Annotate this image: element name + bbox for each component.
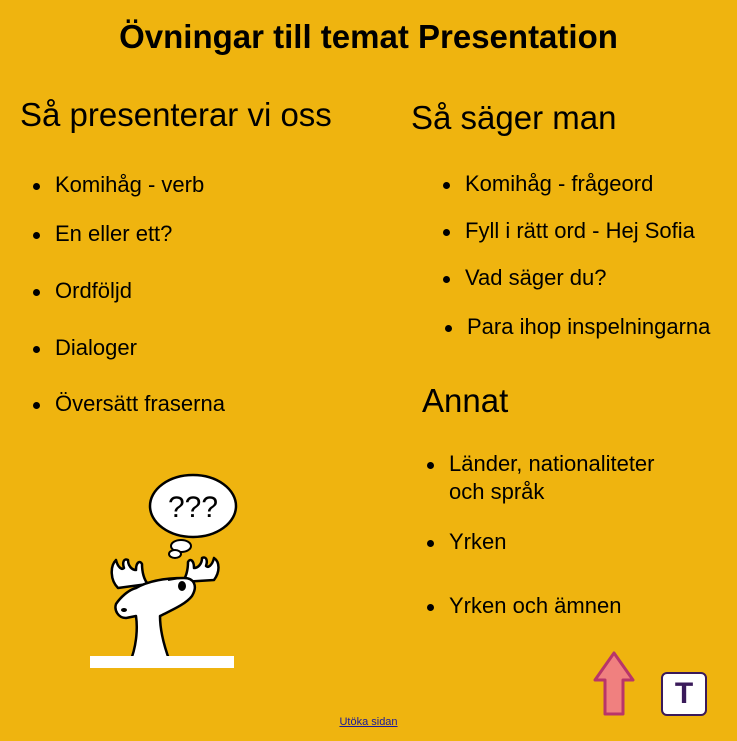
bullet-icon — [33, 402, 40, 409]
bullet-icon — [33, 289, 40, 296]
bullet-icon — [443, 229, 450, 236]
section-heading-annat: Annat — [422, 382, 509, 419]
bubble-text: ??? — [167, 491, 219, 524]
bullet-icon — [443, 276, 450, 283]
up-arrow-icon[interactable] — [592, 650, 636, 718]
bullet-icon — [427, 462, 434, 469]
bullet-icon — [427, 604, 434, 611]
bullet-icon — [33, 346, 40, 353]
section-heading-sa-sager-man: Så säger man — [411, 99, 617, 136]
t-button[interactable]: T — [661, 672, 707, 716]
bullet-icon — [443, 182, 450, 189]
moose-thinking-icon — [88, 470, 238, 670]
bullet-icon — [33, 232, 40, 239]
bullet-icon — [427, 540, 434, 547]
page-title: Övningar till temat Presentation — [119, 18, 618, 55]
expand-page-link[interactable]: Utöka sidan — [339, 716, 398, 728]
bullet-icon — [445, 325, 452, 332]
section-heading-presentation: Så presenterar vi oss — [20, 96, 332, 133]
bullet-icon — [33, 183, 40, 190]
